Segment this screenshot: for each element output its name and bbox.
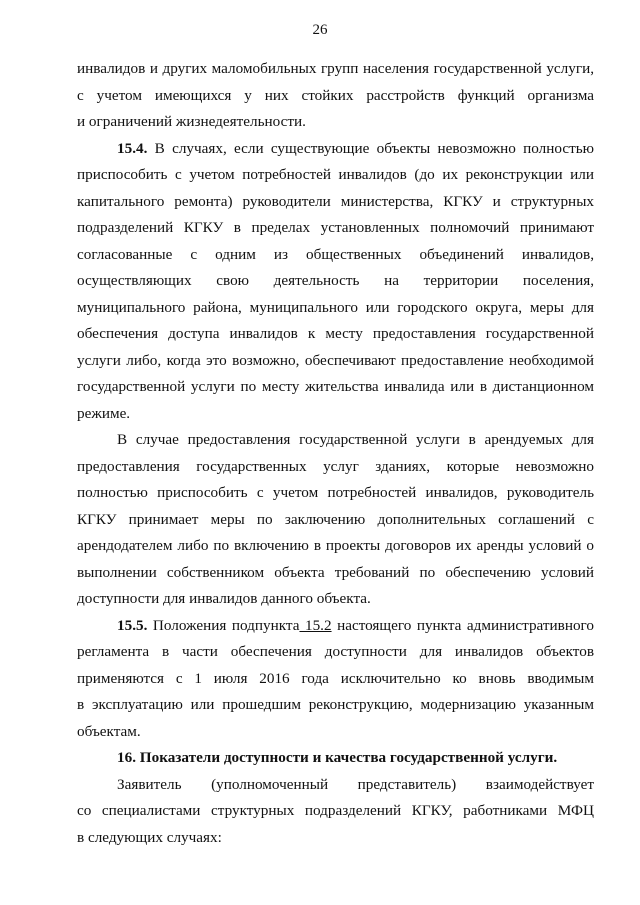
line-text: государственной услуги по месту жительства инвалида или в дистанционном [77, 378, 594, 395]
line-text: доступности для инвалидов данного объекта. [77, 590, 371, 607]
text-line [77, 533, 594, 560]
line-text: согласованные с одним из общественных объединений инвалидов, [77, 245, 594, 263]
line-text: выполнении собственником объекта требований по обеспечению условий [77, 563, 594, 581]
text-line [77, 215, 594, 242]
text-line [77, 772, 594, 799]
line-text: арендодателем либо по включению в проекты договоров их аренды условий о [77, 537, 594, 554]
text-line [77, 242, 594, 269]
text-line [77, 401, 594, 428]
text-line [77, 560, 594, 587]
line-text: приспособить с учетом потребностей инвалидов (до их реконструкции или [77, 166, 594, 183]
bold-lead: 15.5. [117, 616, 148, 634]
text-line [77, 613, 594, 640]
line-text-after: настоящего пункта административного [331, 616, 594, 634]
text-line [77, 56, 594, 83]
line-text: и ограничений жизнедеятельности. [77, 113, 306, 130]
text-line [77, 427, 594, 454]
line-text: в следующих случаях: [77, 828, 222, 846]
text-line [77, 109, 594, 136]
text-line [77, 454, 594, 481]
page-number: 26 [312, 22, 328, 38]
line-text: со специалистами структурных подразделений КГКУ, работниками МФЦ [77, 802, 594, 819]
subclause-link[interactable]: 15.2 [299, 616, 332, 634]
text-line [77, 136, 594, 163]
text-line [77, 374, 594, 401]
text-line [77, 162, 594, 189]
text-line [77, 798, 594, 825]
text-line [77, 586, 594, 613]
line-text: осуществляющих свою деятельность на территории поселения, [77, 272, 594, 289]
line-text: в эксплуатацию или прошедшим реконструкцию, модернизацию указанным [77, 696, 594, 713]
text-line [77, 480, 594, 507]
line-text: полностью приспособить с учетом потребностей инвалидов, руководитель [77, 484, 594, 501]
line-text: подразделений КГКУ в пределах установленных полномочий принимают [77, 219, 594, 236]
line-text: объектам. [77, 722, 141, 740]
text-line [77, 189, 594, 216]
text-line [77, 83, 594, 110]
line-text: услуги либо, когда это возможно, обеспечивают предоставление необходимой [77, 351, 594, 369]
text-line [77, 692, 594, 719]
line-text: В случаях, если существующие объекты невозможно полностью [147, 139, 594, 157]
bold-lead: 15.4. [117, 139, 148, 157]
line-text: с учетом имеющихся у них стойких расстройств функций организма [77, 86, 594, 104]
line-text: В случае предоставления государственной услуги в арендуемых для [117, 431, 594, 448]
line-text: Положения подпункта [147, 616, 300, 634]
text-line [77, 639, 594, 666]
line-text: инвалидов и других маломобильных групп населения государственной услуги, [77, 60, 594, 77]
line-text: предоставления государственных услуг зданиях, которые невозможно [77, 457, 594, 475]
line-text: КГКУ принимает меры по заключению дополнительных соглашений с [77, 510, 594, 528]
line-text: применяются с 1 июля 2016 года исключительно ко вновь вводимым [77, 669, 594, 687]
text-line [77, 268, 594, 295]
line-text: капитального ремонта) руководители министерства, КГКУ и структурных [77, 192, 594, 210]
document-body [77, 56, 594, 851]
text-line [77, 825, 594, 852]
text-line [77, 507, 594, 534]
line-text: муниципального района, муниципального или городского округа, меры для [77, 298, 594, 316]
line-text: режиме. [77, 404, 131, 422]
text-line [77, 666, 594, 693]
text-line [77, 348, 594, 375]
text-line [77, 745, 594, 772]
line-text: Заявитель (уполномоченный представитель) взаимодействует [117, 775, 594, 793]
text-line [77, 719, 594, 746]
text-line [77, 321, 594, 348]
text-line [77, 295, 594, 322]
line-text: регламента в части обеспечения доступности для инвалидов объектов [77, 643, 594, 660]
line-text: обеспечения доступа инвалидов к месту предоставления государственной [77, 325, 594, 342]
bold-lead: 16. Показатели доступности и качества государственной услуги. [117, 749, 558, 766]
